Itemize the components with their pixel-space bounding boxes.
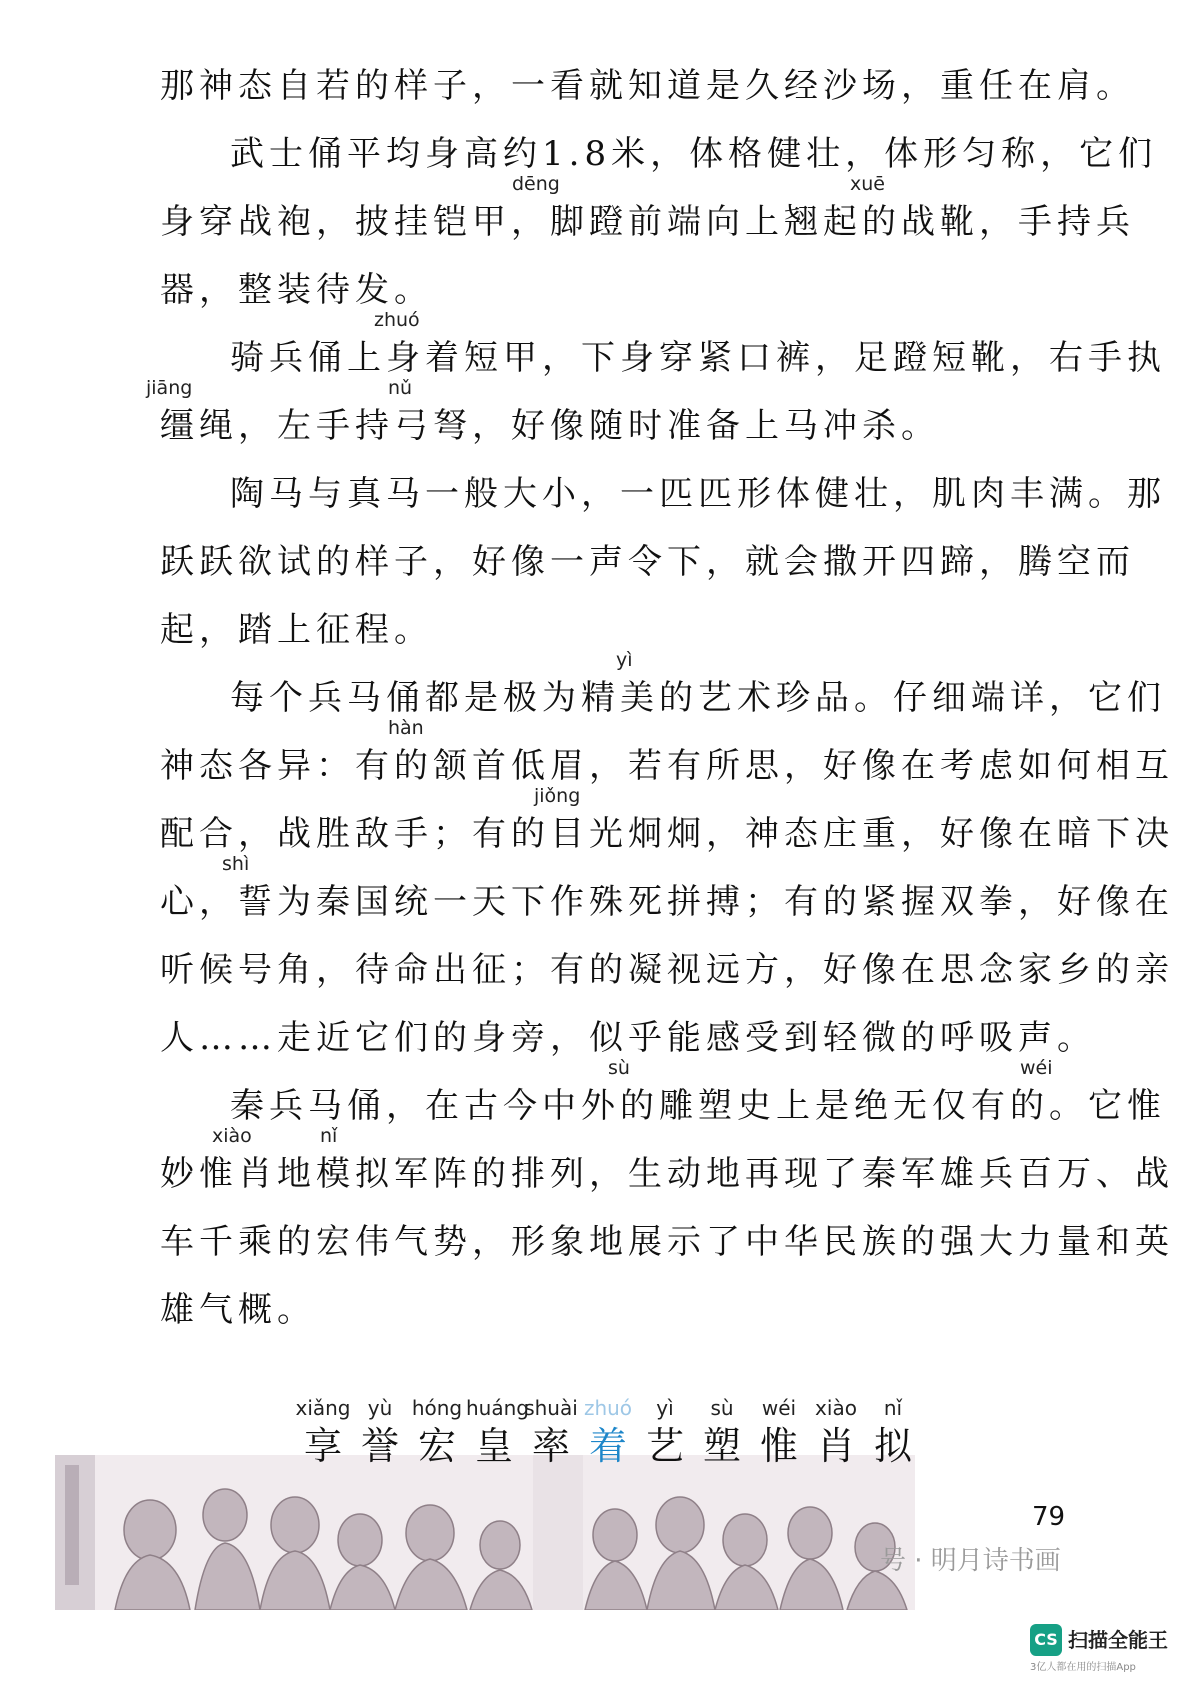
word-pinyin: yì [656, 1396, 674, 1420]
text-line: sù wéi 秦兵马俑，在古今中外的雕塑史上是绝无仅有的。它惟 [230, 1057, 1166, 1126]
word-pinyin: xiǎng [295, 1396, 351, 1420]
text-line: 听候号角，待命出征；有的凝视远方，好像在思念家乡的亲 [160, 950, 1174, 990]
pinyin-annotation: nǐ [320, 1125, 338, 1147]
pinyin-annotation: shì [222, 853, 250, 875]
pinyin-annotation: sù [608, 1057, 630, 1079]
pinyin-annotation: xuē [850, 173, 885, 195]
word-item [694, 1395, 750, 1471]
word-item [295, 1395, 351, 1471]
text-line: zhuó 骑兵俑上身着短甲，下身穿紧口裤，足蹬短靴，右手执 [230, 309, 1166, 378]
word-item [751, 1395, 807, 1471]
word-char: 宏 [417, 1424, 456, 1468]
text-line: hàn 神态各异：有的颔首低眉，若有所思，好像在考虑如何相互 [160, 717, 1174, 786]
scanner-app-name: 扫描全能王 [1068, 1628, 1168, 1652]
word-pinyin: shuài [524, 1396, 578, 1420]
word-item [409, 1395, 465, 1471]
word-char: 率 [531, 1424, 570, 1468]
word-item [865, 1395, 921, 1471]
pinyin-annotation: zhuó [374, 309, 420, 331]
word-pinyin: sù [710, 1396, 734, 1420]
word-item [637, 1395, 693, 1471]
camscanner-logo-icon: CS [1030, 1624, 1062, 1656]
word-char: 塑 [702, 1424, 741, 1468]
scanner-app-badge [1030, 1622, 1180, 1672]
pinyin-annotation: nǔ [388, 377, 413, 399]
word-item [808, 1395, 864, 1471]
word-char: 拟 [873, 1424, 912, 1468]
text-line: yì 每个兵马俑都是极为精美的艺术珍品。仔细端详，它们 [230, 649, 1166, 718]
word-pinyin: yù [367, 1396, 393, 1420]
scanner-tagline: 3亿人都在用的扫描App [1030, 1662, 1136, 1673]
text-line: 雄气概。 [160, 1290, 316, 1330]
pinyin-annotation: hàn [388, 717, 424, 739]
page-number: 79 [1032, 1502, 1066, 1532]
text-line: 武士俑平均身高约1.8米，体格健壮，体形匀称，它们 [230, 134, 1158, 174]
text-line: xiào nǐ 妙惟肖地模拟军阵的排列，生动地再现了秦军雄兵百万、战 [160, 1125, 1174, 1194]
word-char: 艺 [645, 1424, 684, 1468]
word-pinyin: hóng [411, 1396, 463, 1420]
pinyin-annotation: jiǒng [534, 785, 581, 807]
text-line: jiāng nǔ 缰绳，左手持弓弩，好像随时准备上马冲杀。 [146, 377, 940, 446]
text-line: 那神态自若的样子，一看就知道是久经沙场，重任在肩。 [160, 66, 1135, 106]
word-char: 皇 [474, 1424, 513, 1468]
word-pinyin: wéi [761, 1396, 797, 1420]
word-pinyin: huáng [466, 1396, 529, 1420]
pinyin-annotation: dēng [512, 173, 560, 195]
text-line: 陶马与真马一般大小，一匹匹形体健壮，肌肉丰满。那 [230, 474, 1166, 514]
text-line: 车千乘的宏伟气势，形象地展示了中华民族的强大力量和英 [160, 1222, 1174, 1262]
text-line: 人……走近它们的身旁，似乎能感受到轻微的呼吸声。 [160, 1018, 1096, 1058]
body-text [146, 52, 1174, 1344]
text-line: 起，踏上征程。 [160, 610, 433, 650]
word-char: 誉 [360, 1424, 399, 1468]
word-char: 着 [588, 1424, 627, 1468]
pinyin-annotation: jiāng [146, 377, 193, 399]
text-line: dēng xuē 身穿战袍，披挂铠甲，脚蹬前端向上翘起的战靴，手持兵 [160, 173, 1135, 242]
watermark-text: 号 · 明月诗书画 [880, 1546, 1061, 1576]
pinyin-annotation: wéi [1020, 1057, 1053, 1079]
text-line: jiǒng 配合，战胜敌手；有的目光炯炯，神态庄重，好像在暗下决 [160, 785, 1174, 854]
text-line: shì 心，誓为秦国统一天下作殊死拼搏；有的紧握双拳，好像在 [160, 853, 1174, 922]
word-char: 享 [303, 1424, 342, 1468]
word-pinyin: xiào [815, 1396, 857, 1420]
word-item-highlighted [580, 1395, 636, 1471]
pinyin-annotation: xiào [212, 1125, 252, 1147]
word-item [352, 1395, 408, 1471]
text-line: 跃跃欲试的样子，好像一声令下，就会撒开四蹄，腾空而 [160, 542, 1135, 582]
new-words-list [295, 1395, 935, 1495]
word-char: 惟 [759, 1424, 798, 1468]
text-line: 器，整装待发。 [160, 270, 433, 310]
word-item [466, 1395, 529, 1471]
word-item [523, 1395, 579, 1471]
word-pinyin: zhuó [583, 1396, 633, 1420]
word-char: 肖 [816, 1424, 855, 1468]
word-pinyin: nǐ [883, 1396, 903, 1420]
pinyin-annotation: yì [616, 649, 633, 671]
